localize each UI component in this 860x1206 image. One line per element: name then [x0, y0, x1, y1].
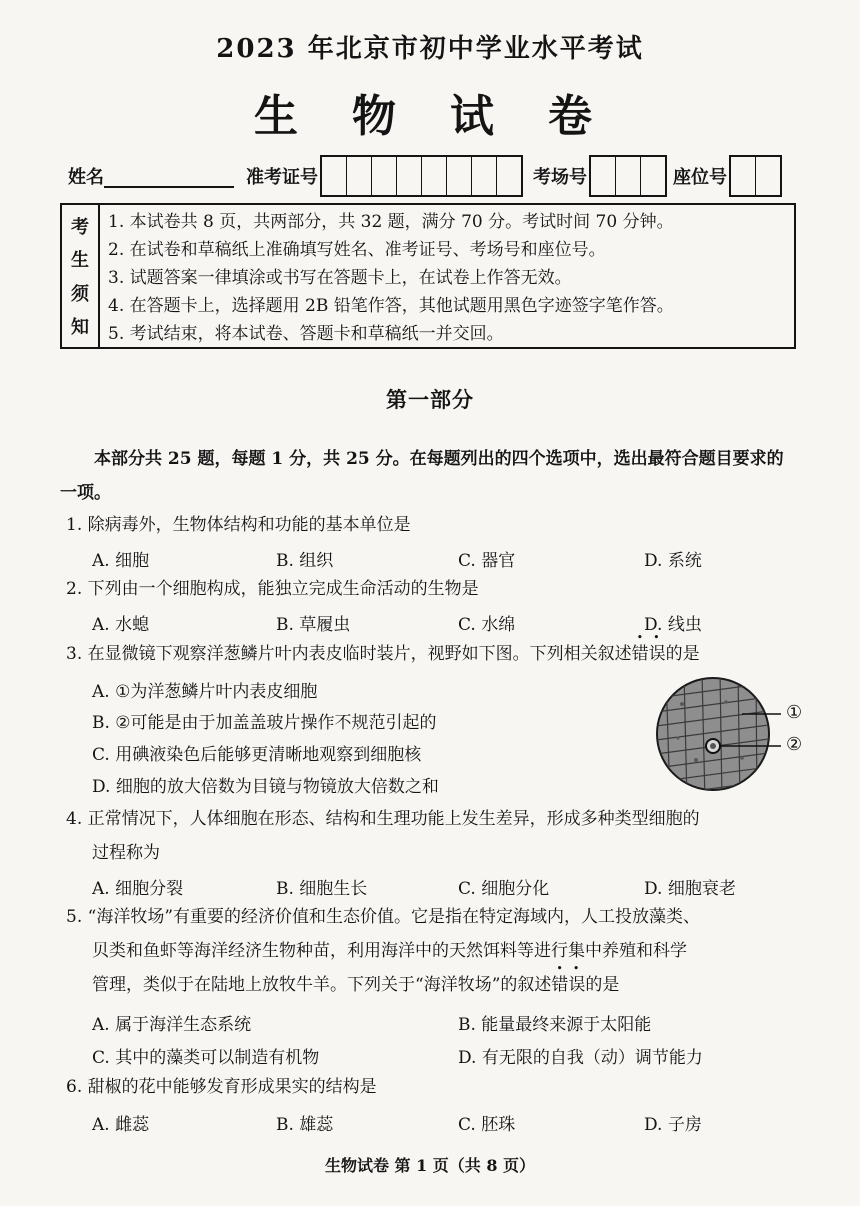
question-2-stem: 2. 下列由一个细胞构成，能独立完成生命活动的生物是 — [66, 579, 479, 599]
question-2-option-d[interactable]: D. 线虫 — [644, 615, 702, 635]
name-blank[interactable] — [104, 164, 234, 188]
question-6-option-d[interactable]: D. 子房 — [644, 1115, 702, 1135]
notice-item: 2. 在试卷和草稿纸上准确填写姓名、准考证号、考场号和座位号。 — [108, 240, 606, 260]
question-1-option-a[interactable]: A. 细胞 — [92, 551, 150, 571]
question-3-option-c[interactable]: C. 用碘液染色后能够更清晰地观察到细胞核 — [92, 745, 422, 765]
notice-item: 5. 考试结束，将本试卷、答题卡和草稿纸一并交回。 — [108, 324, 504, 344]
question-6-option-c[interactable]: C. 胚珠 — [458, 1115, 516, 1135]
question-5-option-b[interactable]: B. 能量最终来源于太阳能 — [458, 1015, 652, 1035]
question-1-stem: 1. 除病毒外，生物体结构和功能的基本单位是 — [66, 515, 411, 535]
microscope-field-figure — [656, 672, 836, 807]
notice-list — [100, 205, 794, 347]
question-3-stem: 3. 在显微镜下观察洋葱鳞片叶内表皮临时装片，视野如下图。下列相关叙述错误 • •的是 — [66, 637, 700, 671]
admission-number-label: 准考证号 — [246, 167, 318, 188]
notice-item: 3. 试题答案一律填涂或书写在答题卡上，在试卷上作答无效。 — [108, 268, 572, 288]
question-3-option-b[interactable]: B. ②可能是由于加盖盖玻片操作不规范引起的 — [92, 713, 437, 733]
question-5-stem-line-1: 5. “海洋牧场”有重要的经济价值和生态价值。它是指在特定海域内，人工投放藻类、 — [66, 907, 701, 927]
question-1-option-b[interactable]: B. 组织 — [276, 551, 334, 571]
exam-room-label: 考场号 — [533, 167, 587, 188]
name-label: 姓名 — [68, 167, 104, 188]
question-2-option-c[interactable]: C. 水绵 — [458, 615, 516, 635]
question-4-option-c[interactable]: C. 细胞分化 — [458, 879, 550, 899]
candidate-info-row — [68, 156, 782, 196]
question-6-option-b[interactable]: B. 雄蕊 — [276, 1115, 334, 1135]
microscope-field-illustration — [656, 672, 836, 807]
notice-item: 4. 在答题卡上，选择题用 2B 铅笔作答，其他试题用黑色字迹签字笔作答。 — [108, 296, 674, 316]
emphasis-mark: 错误 • • — [632, 637, 666, 671]
admission-number-boxes[interactable] — [320, 155, 523, 197]
part-intro: 本部分共 25 题，每题 1 分，共 25 分。在每题列出的四个选项中，选出最符合题目要求的一项。 — [60, 449, 784, 503]
candidate-notice-box — [60, 203, 796, 349]
question-5-stem-line-3: 管理，类似于在陆地上放牧牛羊。下列关于“海洋牧场”的叙述错误 • •的是 — [92, 968, 619, 1002]
notice-item: 1. 本试卷共 8 页，共两部分，共 32 题，满分 70 分。考试时间 70 分钟。 — [108, 212, 674, 232]
emphasis-mark: 错误 • • — [551, 968, 585, 1002]
question-5-option-c[interactable]: C. 其中的藻类可以制造有机物 — [92, 1048, 320, 1068]
question-5-option-d[interactable]: D. 有无限的自我（动）调节能力 — [458, 1048, 703, 1068]
question-4-option-d[interactable]: D. 细胞衰老 — [644, 879, 736, 899]
exam-room-boxes[interactable] — [589, 155, 667, 197]
subject-title: 生物试卷 — [254, 91, 646, 142]
question-3-option-d[interactable]: D. 细胞的放大倍数为目镜与物镜放大倍数之和 — [92, 777, 439, 797]
question-4-stem-line-1: 4. 正常情况下，人体细胞在形态、结构和生理功能上发生差异，形成多种类型细胞的 — [66, 809, 700, 829]
page-footer: 生物试卷 第 1 页（共 8 页） — [324, 1156, 536, 1175]
seat-number-boxes[interactable] — [729, 155, 782, 197]
notice-side-label: 考 生 须 知 — [62, 205, 100, 347]
question-4-option-b[interactable]: B. 细胞生长 — [276, 879, 368, 899]
part-title: 第一部分 — [386, 387, 474, 412]
question-3-option-a[interactable]: A. ①为洋葱鳞片叶内表皮细胞 — [92, 682, 318, 702]
question-1-option-d[interactable]: D. 系统 — [644, 551, 702, 571]
exam-title: 2023 年北京市初中学业水平考试 — [216, 34, 644, 64]
question-2-option-b[interactable]: B. 草履虫 — [276, 615, 351, 635]
figure-label-2: ② — [786, 734, 803, 755]
question-5-stem-line-2: 贝类和鱼虾等海洋经济生物种苗，利用海洋中的天然饵料等进行集中养殖和科学 — [92, 941, 687, 961]
question-4-stem-line-2: 过程称为 — [92, 843, 160, 863]
question-1-option-c[interactable]: C. 器官 — [458, 551, 516, 571]
question-6-stem: 6. 甜椒的花中能够发育形成果实的结构是 — [66, 1077, 377, 1097]
question-4-option-a[interactable]: A. 细胞分裂 — [92, 879, 184, 899]
question-6-option-a[interactable]: A. 雌蕊 — [92, 1115, 150, 1135]
question-2-option-a[interactable]: A. 水螅 — [92, 615, 150, 635]
figure-label-1: ① — [786, 702, 803, 723]
seat-number-label: 座位号 — [673, 167, 727, 188]
question-5-option-a[interactable]: A. 属于海洋生态系统 — [92, 1015, 252, 1035]
